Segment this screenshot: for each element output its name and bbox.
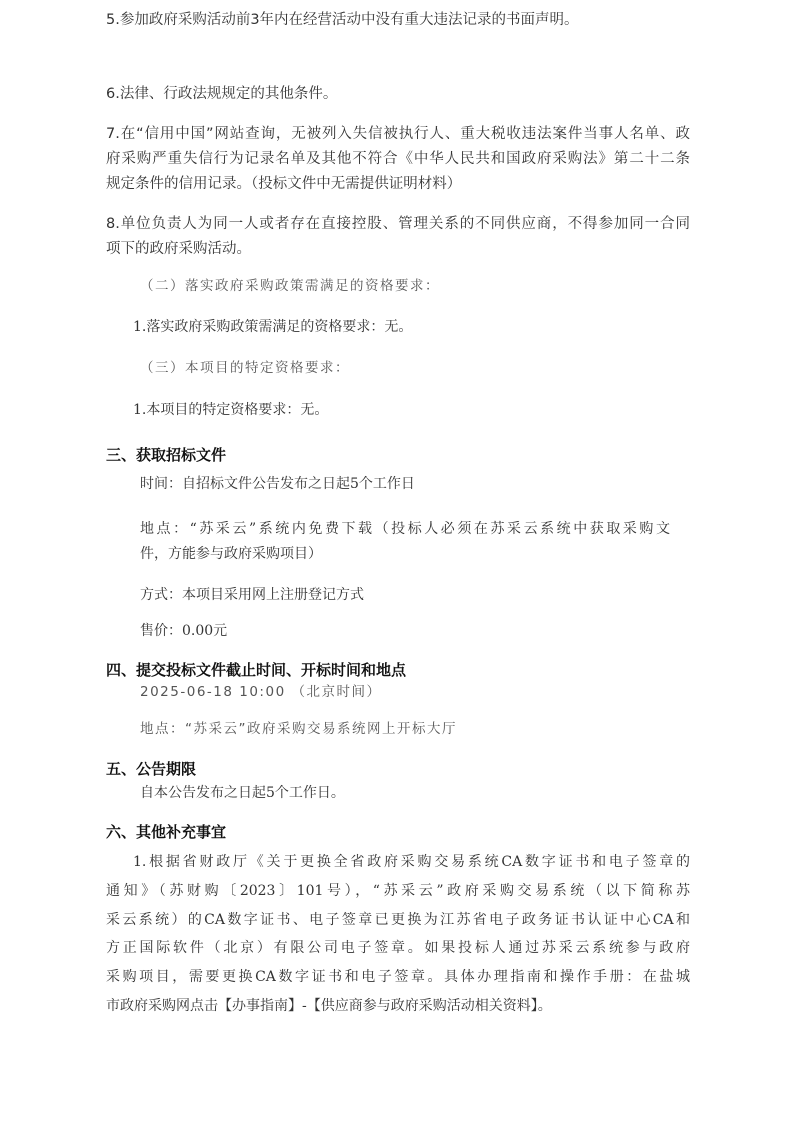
s3-place-line: 地点：“苏采云”系统内免费下载（投标人必须在苏采云系统中获取采购文 bbox=[140, 521, 670, 537]
s6-para-line: 市政府采购网点击【办事指南】-【供应商参与政府采购活动相关资料】。 bbox=[106, 998, 552, 1014]
subheading-specific: （三）本项目的特定资格要求： bbox=[140, 360, 350, 376]
s6-para-line: 采云系统）的CA数字证书、电子签章已更换为江苏省电子政务证书认证中心CA和 bbox=[106, 912, 690, 928]
s4-place: 地点：“苏采云”政府采购交易系统网上开标大厅 bbox=[140, 721, 457, 737]
s3-method: 方式：本项目采用网上注册登记方式 bbox=[140, 587, 364, 603]
policy-item: 1.落实政府采购政策需满足的资格要求：无。 bbox=[133, 319, 413, 335]
s5-text: 自本公告发布之日起5个工作日。 bbox=[140, 785, 345, 801]
s6-para-line: 方正国际软件（北京）有限公司电子签章。如果投标人通过苏采云系统参与政府 bbox=[106, 940, 690, 956]
item-8-line: 项下的政府采购活动。 bbox=[106, 241, 251, 257]
item-8-line: 8.单位负责人为同一人或者存在直接控股、管理关系的不同供应商，不得参加同一合同 bbox=[106, 216, 690, 232]
item-7-line: 规定条件的信用记录。（投标文件中无需提供证明材料） bbox=[106, 176, 462, 192]
item-7-line: 府采购严重失信行为记录名单及其他不符合《中华人民共和国政府采购法》第二十二条 bbox=[106, 151, 690, 167]
s4-datetime: 2025-06-18 10:00 （北京时间） bbox=[140, 684, 382, 700]
section-3-heading: 三、获取招标文件 bbox=[106, 446, 227, 464]
subheading-policy: （二）落实政府采购政策需满足的资格要求： bbox=[140, 278, 440, 294]
s6-para-line: 1.根据省财政厅《关于更换全省政府采购交易系统CA数字证书和电子签章的 bbox=[133, 854, 690, 870]
s6-para-line: 采购项目，需要更换CA数字证书和电子签章。具体办理指南和操作手册：在盐城 bbox=[106, 969, 690, 985]
specific-item: 1.本项目的特定资格要求：无。 bbox=[133, 402, 329, 418]
item-6: 6.法律、行政法规规定的其他条件。 bbox=[106, 86, 338, 102]
s6-para-line: 通知》（苏财购〔2023〕101号），“苏采云”政府采购交易系统（以下简称苏 bbox=[106, 883, 690, 899]
section-6-heading: 六、其他补充事宜 bbox=[106, 823, 227, 841]
section-5-heading: 五、公告期限 bbox=[106, 760, 197, 778]
s3-place-line: 件，方能参与政府采购项目） bbox=[140, 546, 322, 562]
s3-price: 售价：0.00元 bbox=[140, 623, 228, 639]
section-4-heading: 四、提交投标文件截止时间、开标时间和地点 bbox=[106, 661, 407, 679]
s3-time: 时间：自招标文件公告发布之日起5个工作日 bbox=[140, 476, 415, 492]
item-5: 5.参加政府采购活动前3年内在经营活动中没有重大违法记录的书面声明。 bbox=[106, 12, 579, 28]
item-7-line: 7.在“信用中国”网站查询，无被列入失信被执行人、重大税收违法案件当事人名单、政 bbox=[106, 126, 690, 142]
